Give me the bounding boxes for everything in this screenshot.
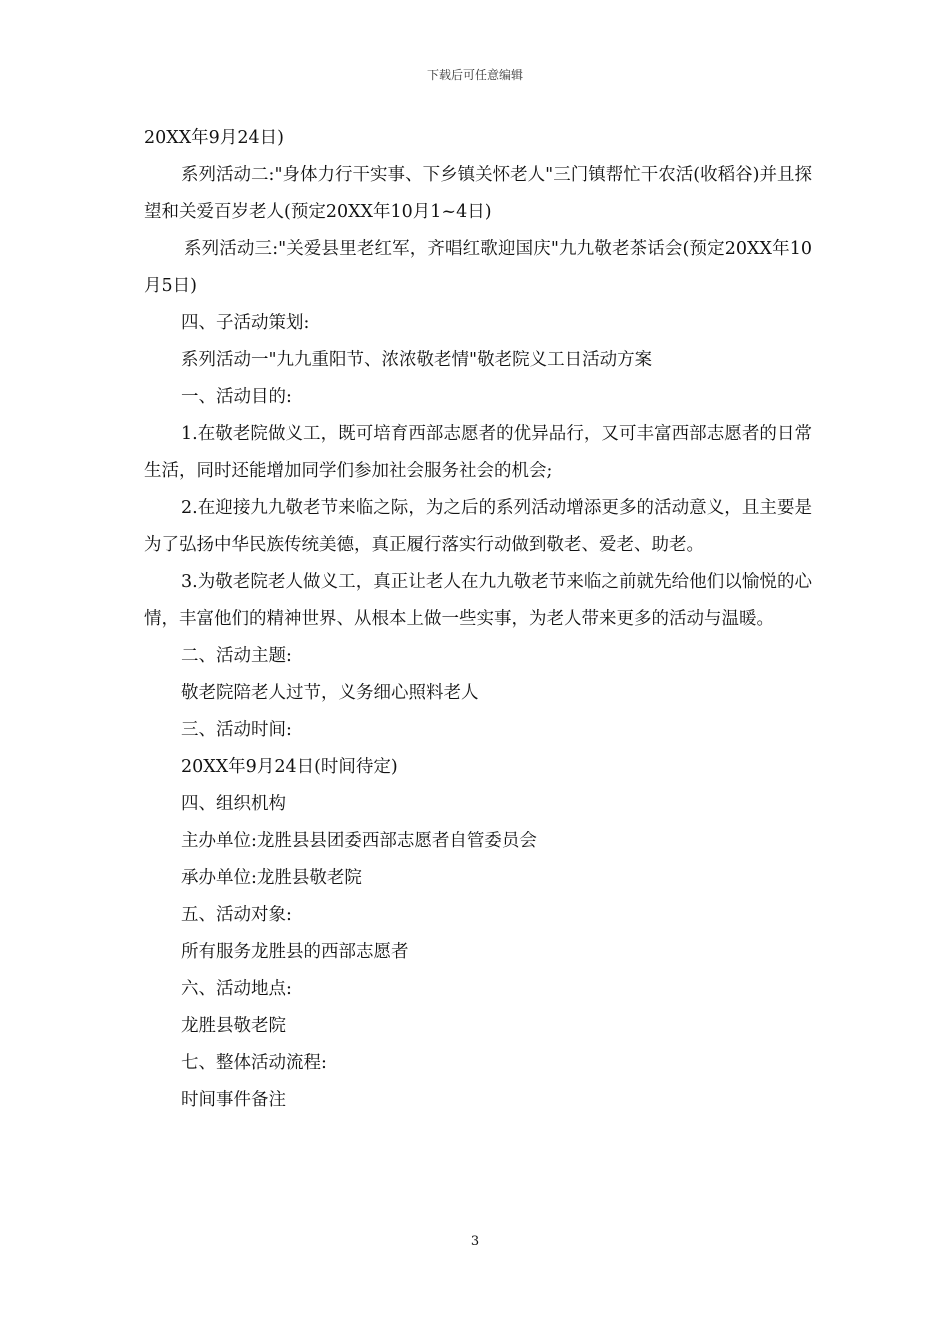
paragraph-series-activity-2: 系列活动二:"身体力行干实事、下乡镇关怀老人"三门镇帮忙干农活(收稻谷)并且探望和关爱百岁老人(预定20XX年10月1~4日): [144, 165, 812, 222]
paragraph-theme: 敬老院陪老人过节，义务细心照料老人: [181, 683, 479, 703]
paragraph-time: 20XX年9月24日(时间待定): [181, 757, 398, 777]
page-number: 3: [470, 1234, 480, 1249]
paragraph-flow-columns: 时间事件备注: [181, 1090, 286, 1110]
heading-activity-target: 五、活动对象:: [181, 905, 292, 925]
heading-activity-flow: 七、整体活动流程:: [181, 1053, 327, 1073]
page-header: 下载后可任意编辑: [426, 68, 523, 82]
paragraph-purpose-2: 2.在迎接九九敬老节来临之际，为之后的系列活动增添更多的活动意义，且主要是为了弘扬中华民族传统美德，真正履行落实行动做到敬老、爱老、助老。: [144, 498, 812, 555]
paragraph-purpose-3: 3.为敬老院老人做义工，真正让老人在九九敬老节来临之前就先给他们以愉悦的心情，丰富他们的精神世界、从根本上做一些实事，为老人带来更多的活动与温暖。: [144, 572, 812, 629]
paragraph-date-continuation: 20XX年9月24日): [144, 128, 284, 148]
paragraph-organizer: 主办单位:龙胜县县团委西部志愿者自管委员会: [181, 831, 537, 851]
heading-sub-activity-planning: 四、子活动策划:: [181, 313, 310, 333]
paragraph-series-activity-3: 系列活动三:"关爱县里老红军，齐唱红歌迎国庆"九九敬老茶话会(预定20XX年10月5日): [144, 239, 812, 296]
paragraph-purpose-1: 1.在敬老院做义工，既可培育西部志愿者的优异品行，又可丰富西部志愿者的日常生活，同时还能增加同学们参加社会服务社会的机会;: [144, 424, 812, 481]
paragraph-co-organizer: 承办单位:龙胜县敬老院: [181, 868, 362, 888]
document-body: [144, 120, 812, 1119]
heading-activity-time: 三、活动时间:: [181, 720, 292, 740]
heading-activity-purpose: 一、活动目的:: [181, 387, 292, 407]
heading-series-activity-1: 系列活动一"九九重阳节、浓浓敬老情"敬老院义工日活动方案: [181, 350, 653, 370]
paragraph-location: 龙胜县敬老院: [181, 1016, 286, 1036]
paragraph-target: 所有服务龙胜县的西部志愿者: [181, 942, 409, 962]
heading-activity-theme: 二、活动主题:: [181, 646, 292, 666]
heading-activity-location: 六、活动地点:: [181, 979, 292, 999]
heading-organization: 四、组织机构: [181, 794, 286, 814]
